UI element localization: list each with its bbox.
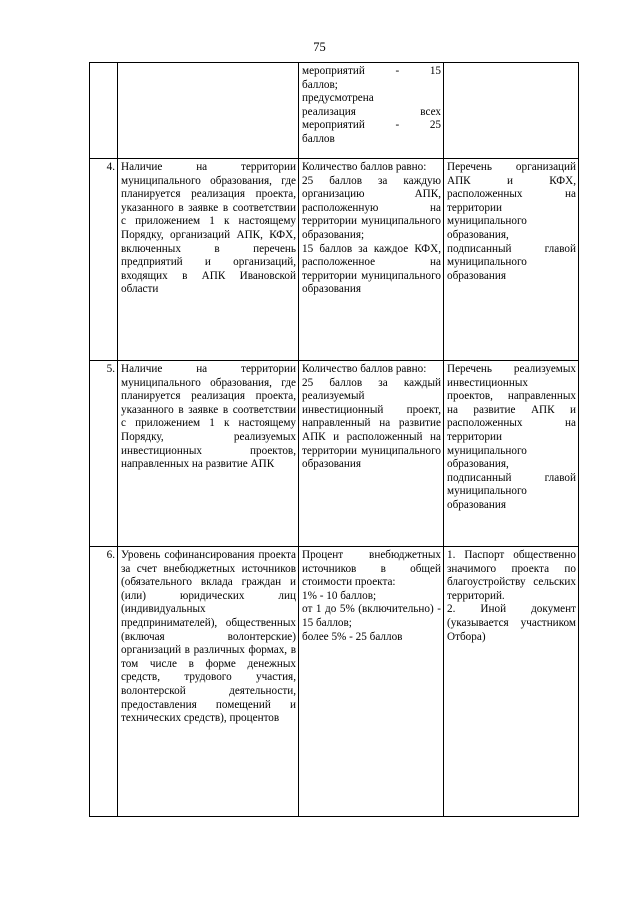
points-cell <box>299 63 444 159</box>
documents-cell: Перечень организаций АПК и КФХ, расположенных на территории муниципального образования, подписанный главой муниципального образования <box>444 159 579 361</box>
text-line: мероприятий - 15 <box>302 65 442 77</box>
row-number: 6. <box>90 547 118 817</box>
table-row <box>90 361 579 547</box>
points-cell: Процент внебюджетных источников в общей стоимости проекта: 1% - 10 баллов; от 1 до 5% (включительно) - 15 баллов; более 5% - 25 баллов <box>299 547 444 817</box>
page-number: 75 <box>313 40 326 54</box>
table-row <box>90 63 579 159</box>
points-cell: Количество баллов равно: 25 баллов за каждую организацию АПК, расположенную на территории муниципального образования; 15 баллов за каждое КФХ, расположенное на территории муниципального образования <box>299 159 444 361</box>
criterion-cell: Наличие на территории муниципального образования, где планируется реализация проекта, указанного в заявке в соответствии с приложением 1 к настоящему Порядку, реализуемых инвестиционных проектов, направленных на развитие АПК <box>118 361 299 547</box>
text-line: баллов; <box>302 78 338 91</box>
text-line: предусмотрена <box>302 92 374 105</box>
row-number: 5. <box>90 361 118 547</box>
text-line: мероприятий - 25 <box>302 119 442 132</box>
row-number: 4. <box>90 159 118 361</box>
row-number <box>90 63 118 159</box>
table-row <box>90 159 579 361</box>
documents-cell <box>444 63 579 159</box>
criterion-cell: Уровень софинансирования проекта за счет внебюджетных источников (обязательного вклада граждан и (или) юридических лиц (индивидуальных предпринимателей), общественных (включая волонтерские) организаций в различных формах, в том числе в форме денежных средств, трудового участия, волонтерской деятельности, предоставления помещений и технических средств), процентов <box>118 547 299 817</box>
text-line: реализация всех <box>302 105 441 118</box>
criterion-cell <box>118 63 299 159</box>
criterion-cell: Наличие на территории муниципального образования, где планируется реализация проекта, указанного в заявке в соответствии с приложением 1 к настоящему Порядку, организаций АПК, КФХ, включенных в перечень предприятий и организаций, входящих в АПК Ивановской области <box>118 159 299 361</box>
documents-cell: 1. Паспорт общественно значимого проекта по благоустройству сельских территорий. 2. Иной документ (указывается участником Отбора) <box>444 547 579 817</box>
documents-cell: Перечень реализуемых инвестиционных проектов, направленных на развитие АПК и расположенных на территории муниципального образования, подписанный главой муниципального образования <box>444 361 579 547</box>
text-line: баллов <box>302 132 335 145</box>
criteria-table <box>89 62 579 817</box>
table-row <box>90 547 579 817</box>
points-cell: Количество баллов равно: 25 баллов за каждый реализуемый инвестиционный проект, направленный на развитие АПК и расположенный на территории муниципального образования <box>299 361 444 547</box>
